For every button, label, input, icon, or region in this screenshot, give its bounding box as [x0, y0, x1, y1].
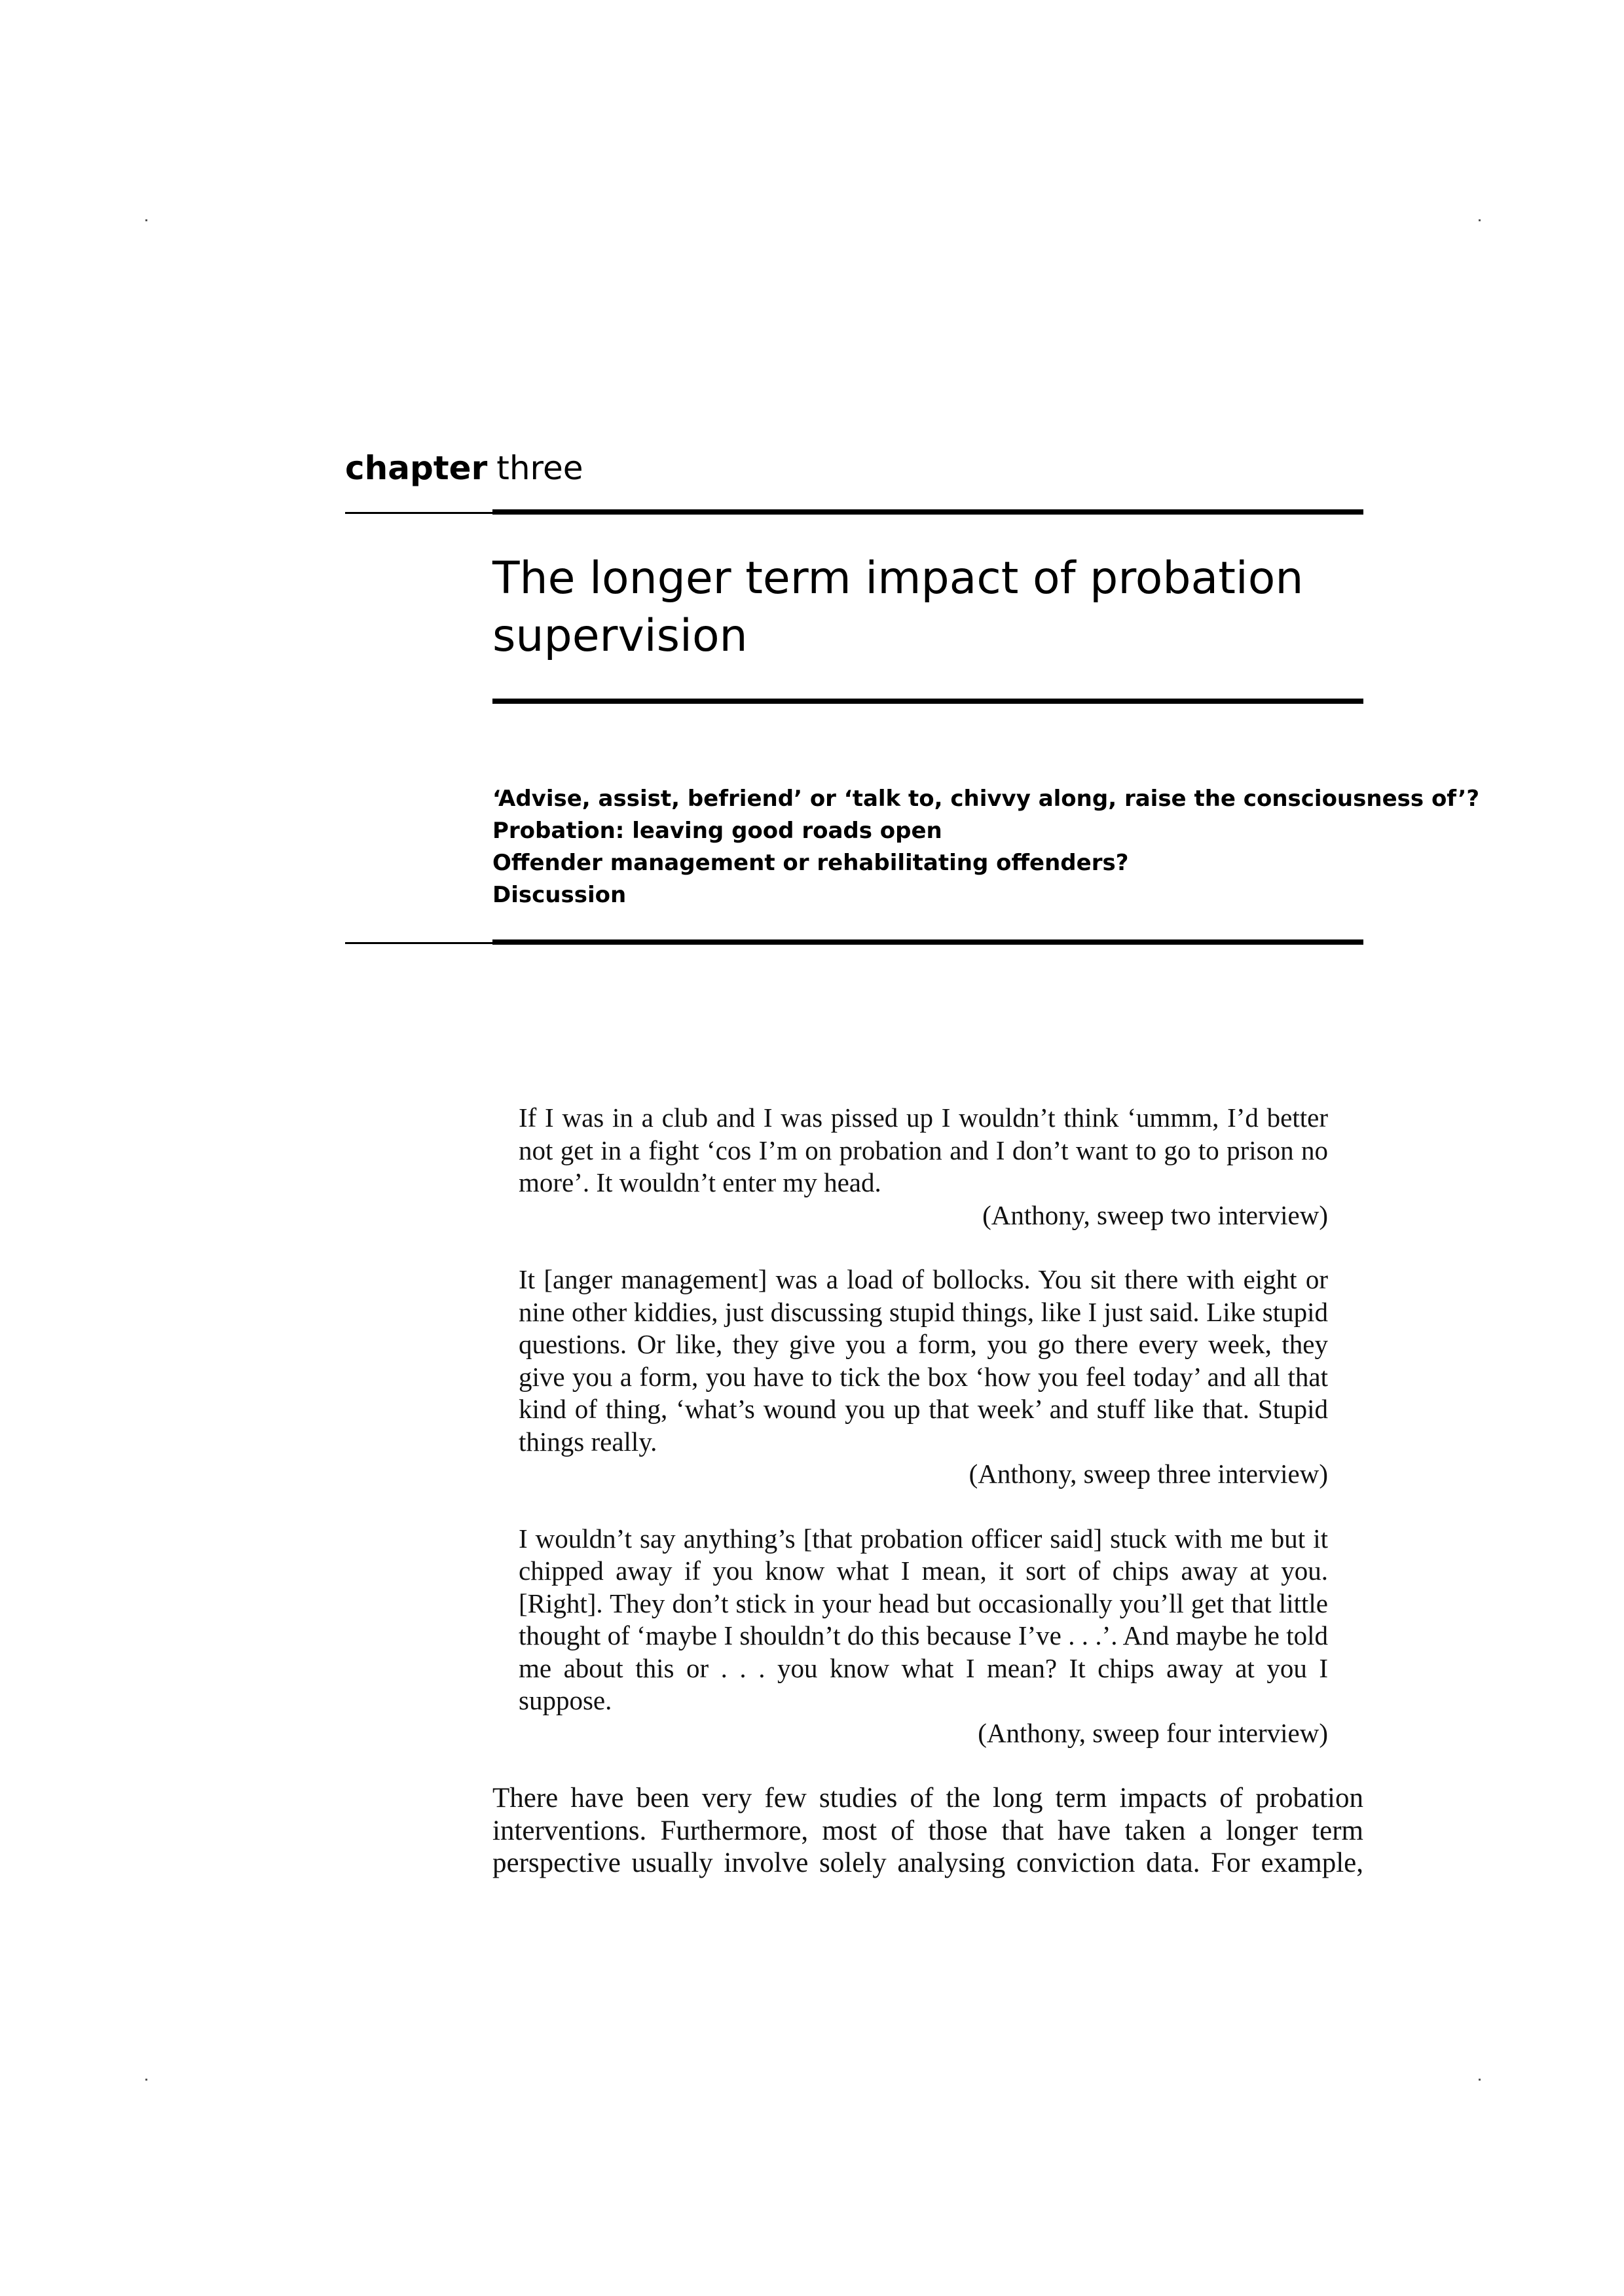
body-paragraph: There have been very few studies of the long term impacts of probation interventions. Furthermore, most of those that have taken a longer term perspective usually involve solely analysing conviction data. For example,: [492, 1783, 1363, 1878]
crop-mark-top-left: [145, 219, 147, 221]
chapter-number: three: [496, 449, 583, 487]
chapter-label: [345, 449, 583, 487]
contents-item: Discussion: [492, 882, 627, 908]
quote-block: [519, 1264, 1328, 1491]
chapter-rule-thin: [345, 512, 492, 514]
title-rule: [492, 699, 1363, 704]
chapter-contents: [492, 783, 1480, 911]
contents-item: ‘Advise, assist, befriend’ or ‘talk to, chivvy along, raise the consciousness of’?: [492, 786, 1480, 812]
quote-text: If I was in a club and I was pissed up I wouldn’t think ‘ummm, I’d better not get in a fight ‘cos I’m on probation and I don’t want to go to prison no more’. It wouldn’t enter my head.: [519, 1102, 1328, 1197]
contents-rule-thick: [492, 939, 1363, 945]
contents-item: Probation: leaving good roads open: [492, 818, 942, 844]
crop-mark-top-right: [1479, 219, 1481, 221]
epigraph-quotes: [519, 1102, 1328, 1781]
crop-mark-bottom-right: [1479, 2079, 1481, 2081]
quote-attribution: (Anthony, sweep four interview): [978, 1717, 1328, 1748]
quote-attribution: (Anthony, sweep two interview): [982, 1199, 1328, 1230]
quote-attribution: (Anthony, sweep three interview): [969, 1459, 1328, 1489]
contents-rule-thin: [345, 942, 492, 944]
chapter-word: chapter: [345, 449, 488, 487]
chapter-rule-thick: [492, 509, 1363, 515]
quote-block: [519, 1523, 1328, 1750]
quote-text: I wouldn’t say anything’s [that probation officer said] stuck with me but it chipped away if you know what I mean, it sort of chips away at you. [Right]. They don’t stick in your head but occasionally you’ll get that little thought of ‘maybe I shouldn’t do this because I’ve . . .’. And maybe he told me about this or . . . you know what I mean? It chips away at you I suppose.: [519, 1523, 1328, 1715]
quote-block: [519, 1102, 1328, 1231]
quote-text: It [anger management] was a load of bollocks. You sit there with eight or nine other kiddies, just discussing stupid things, like I just said. Like stupid questions. Or like, they give you a form, you go there every week, they give you a form, you have to tick the box ‘how you feel today’ and all that kind of thing, ‘what’s wound you up that week’ and stuff like that. Stupid things really.: [519, 1264, 1328, 1457]
crop-mark-bottom-left: [145, 2079, 147, 2081]
contents-item: Offender management or rehabilitating offenders?: [492, 850, 1129, 876]
chapter-title: The longer term impact of probation supervision: [492, 553, 1304, 662]
